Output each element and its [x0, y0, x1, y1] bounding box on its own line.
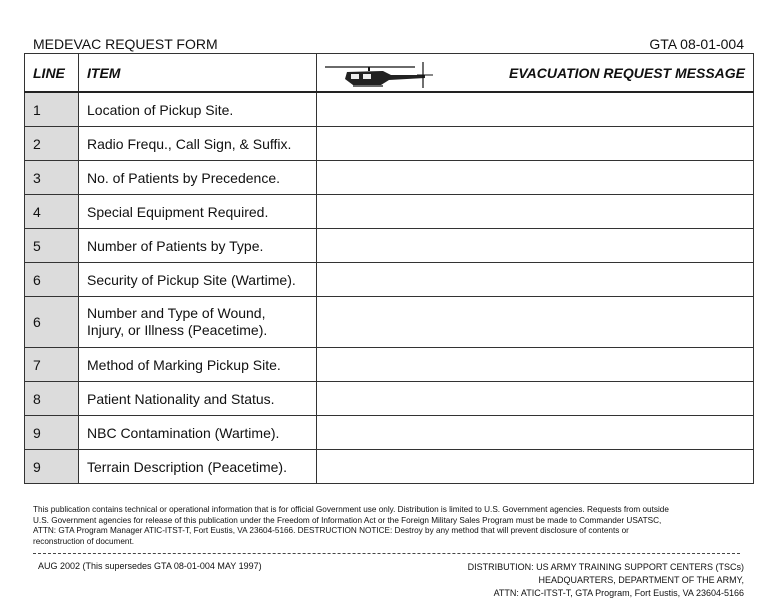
table-row	[25, 416, 754, 450]
table-row	[25, 297, 754, 348]
table-row	[25, 382, 754, 416]
row-line-number: 6	[25, 297, 79, 348]
header-line: LINE	[25, 54, 79, 93]
row-message-field[interactable]	[317, 161, 754, 195]
footer-distribution-line: ATTN: ATIC-ITST-T, GTA Program, Fort Eustis, VA 23604-5166	[493, 588, 744, 598]
row-item: Number of Patients by Type.	[79, 229, 317, 263]
table-row	[25, 263, 754, 297]
row-message-field[interactable]	[317, 127, 754, 161]
form-code: GTA 08-01-004	[649, 36, 744, 52]
footer-distribution-line: DISTRIBUTION: US ARMY TRAINING SUPPORT CENTERS (TSCs)	[467, 562, 744, 572]
row-message-field[interactable]	[317, 450, 754, 484]
table-row	[25, 450, 754, 484]
row-item-line1: Number and Type of Wound,	[87, 305, 266, 321]
notice-line: reconstruction of document.	[33, 536, 135, 546]
medevac-table	[24, 53, 754, 484]
row-line-number: 9	[25, 416, 79, 450]
footer-distribution-line: HEADQUARTERS, DEPARTMENT OF THE ARMY,	[538, 575, 744, 585]
row-item: Terrain Description (Peacetime).	[79, 450, 317, 484]
helicopter-icon	[325, 58, 435, 90]
row-line-number: 6	[25, 263, 79, 297]
row-line-number: 7	[25, 348, 79, 382]
notice-line: This publication contains technical or operational information that is for official Government use only. Distribution is limited to U.S. Government agencies. Requests from outside	[33, 505, 669, 514]
table-row	[25, 229, 754, 263]
header-message	[317, 54, 754, 93]
header-item: ITEM	[79, 54, 317, 93]
notice-line: ATTN: GTA Program Manager ATIC-ITST-T, Fort Eustis, VA 23604-5166. DESTRUCTION NOTICE: Destroy by any method that will prevent disclosure of contents or	[33, 526, 629, 535]
row-item: Patient Nationality and Status.	[79, 382, 317, 416]
row-message-field[interactable]	[317, 348, 754, 382]
notice-line: U.S. Government agencies for release of this publication under the Freedom of Information Act or the Foreign Military Sales Program must be made to Commander USATSC,	[33, 515, 662, 525]
footer-distribution	[468, 561, 744, 600]
table-row	[25, 195, 754, 229]
row-message-field[interactable]	[317, 263, 754, 297]
row-item: Special Equipment Required.	[79, 195, 317, 229]
message-heading: EVACUATION REQUEST MESSAGE	[509, 64, 745, 81]
row-item: No. of Patients by Precedence.	[79, 161, 317, 195]
row-line-number: 4	[25, 195, 79, 229]
form-title: MEDEVAC REQUEST FORM	[33, 36, 218, 52]
row-message-field[interactable]	[317, 92, 754, 127]
row-item: Location of Pickup Site.	[79, 92, 317, 127]
row-message-field[interactable]	[317, 229, 754, 263]
row-line-number: 1	[25, 92, 79, 127]
row-line-number: 9	[25, 450, 79, 484]
row-line-number: 8	[25, 382, 79, 416]
row-item	[79, 297, 317, 348]
row-message-field[interactable]	[317, 382, 754, 416]
row-line-number: 2	[25, 127, 79, 161]
row-message-field[interactable]	[317, 416, 754, 450]
table-row	[25, 348, 754, 382]
distribution-notice	[33, 505, 733, 547]
footer-divider	[33, 553, 740, 554]
row-line-number: 5	[25, 229, 79, 263]
table-row	[25, 127, 754, 161]
row-message-field[interactable]	[317, 195, 754, 229]
table-row	[25, 92, 754, 127]
row-item: Radio Frequ., Call Sign, & Suffix.	[79, 127, 317, 161]
row-item: Security of Pickup Site (Wartime).	[79, 263, 317, 297]
footer-date: AUG 2002 (This supersedes GTA 08-01-004 MAY 1997)	[38, 561, 262, 571]
row-item: Method of Marking Pickup Site.	[79, 348, 317, 382]
row-message-field[interactable]	[317, 297, 754, 348]
row-item: NBC Contamination (Wartime).	[79, 416, 317, 450]
table-row	[25, 161, 754, 195]
table-header	[25, 54, 754, 93]
row-line-number: 3	[25, 161, 79, 195]
row-item-line2: Injury, or Illness (Peacetime).	[87, 322, 268, 338]
